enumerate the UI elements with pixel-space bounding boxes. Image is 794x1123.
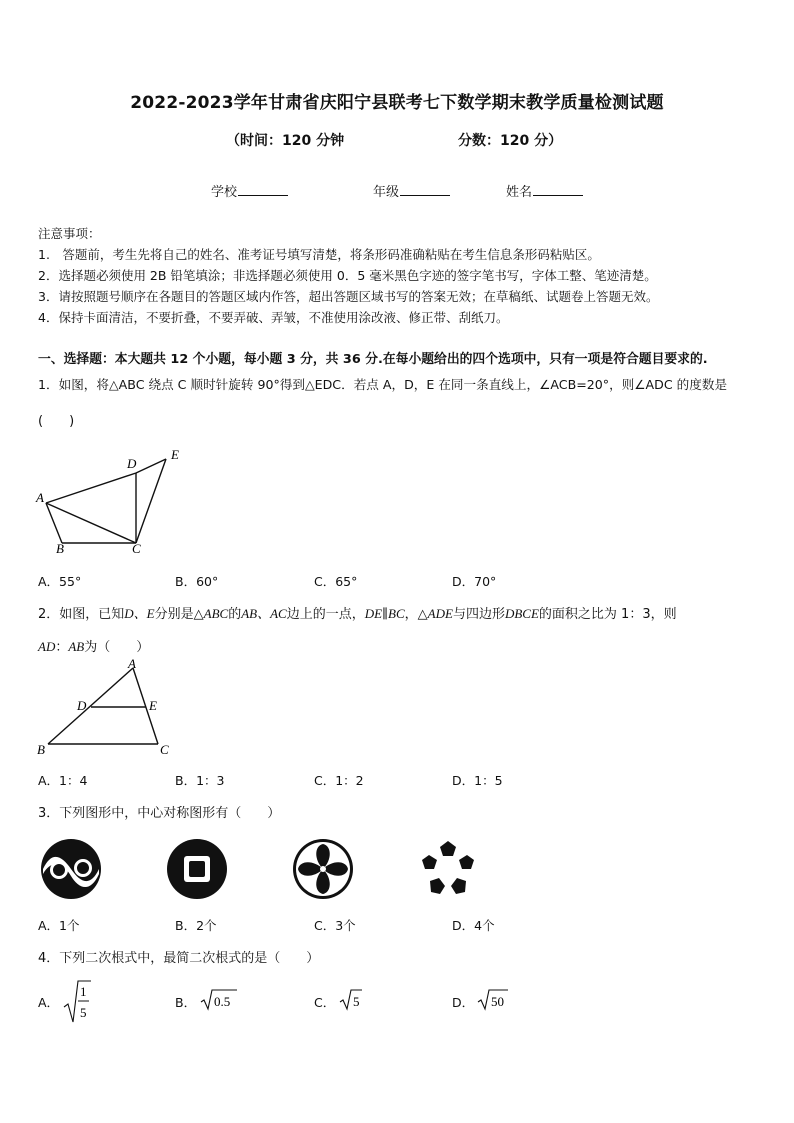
q4-option-c-label: C． xyxy=(314,995,336,1010)
q3-figure-wave-circle xyxy=(40,838,102,900)
q2-text-8: 为（ ） xyxy=(84,640,150,655)
q2-text-7: 的面积之比为 1：3，则 xyxy=(538,607,677,622)
school-blank xyxy=(238,183,288,196)
q1-label-d: D xyxy=(127,456,137,471)
q2-colon: ： xyxy=(55,640,69,655)
q4-option-d-radical xyxy=(476,988,510,1012)
q1-figure xyxy=(34,444,194,556)
q2-var-abc: ABC xyxy=(203,606,229,621)
note-item-1: 1. 答题前，考生先将自己的姓名、准考证号填写清楚，将条形码准确粘贴在考生信息条形码粘贴区。 xyxy=(38,247,600,262)
q4-option-b[interactable] xyxy=(175,993,196,1011)
q4-a-numerator: 1 xyxy=(80,984,87,999)
q2-text-6: 与四边形 xyxy=(452,607,505,622)
exam-score: 分数：120 分） xyxy=(458,133,563,149)
q4-option-b-label: B． xyxy=(175,995,197,1010)
q2-figure xyxy=(34,656,184,760)
q1-paren: ( ) xyxy=(38,414,75,429)
q2-label-e: E xyxy=(149,698,157,713)
q2-label-c: C xyxy=(160,742,169,757)
name-field xyxy=(506,181,583,200)
q3-figure-pentagons xyxy=(418,838,478,898)
q2-var-de: D、E xyxy=(124,606,155,621)
q1-stem: 1．如图，将△ABC 绕点 C 顺时针旋转 90°得到△EDC．若点 A，D，E 在同一条直线上，∠ACB=20°，则∠ADC 的度数是 xyxy=(38,377,728,392)
school-label: 学校 xyxy=(211,185,238,200)
q2-text-1: 2．如图，已知 xyxy=(38,607,125,622)
q2-var-dbce: DBCE xyxy=(504,606,539,621)
q2-text-2: 分别是△ xyxy=(154,607,204,622)
notes-heading: 注意事项： xyxy=(38,226,101,241)
q2-option-b[interactable]: B．1：3 xyxy=(175,773,225,788)
q4-a-denominator: 5 xyxy=(80,1005,87,1020)
q4-option-d-label: D． xyxy=(452,995,475,1010)
q3-figure-coin xyxy=(166,838,228,900)
q2-option-a[interactable]: A．1：4 xyxy=(38,773,88,788)
grade-field xyxy=(373,181,450,200)
q2-stem xyxy=(38,603,677,622)
exam-time: （时间：120 分钟 xyxy=(226,133,345,149)
q2-label-a: A xyxy=(128,656,136,671)
q1-label-a: A xyxy=(36,490,44,505)
q2-text-4: 边上的一点， xyxy=(286,607,365,622)
q2-option-d[interactable]: D．1：5 xyxy=(452,773,503,788)
name-blank xyxy=(533,183,583,196)
q2-option-c[interactable]: C．1：2 xyxy=(314,773,364,788)
q4-d-radicand: 50 xyxy=(491,994,504,1009)
q4-option-c-radical xyxy=(338,988,364,1012)
q4-c-radicand: 5 xyxy=(353,994,360,1009)
school-field xyxy=(211,181,288,200)
note-item-4: 4．保持卡面清洁，不要折叠，不要弄破、弄皱，不准使用涂改液、修正带、刮纸刀。 xyxy=(38,310,509,325)
q3-stem: 3．下列图形中，中心对称图形有（ ） xyxy=(38,806,281,821)
note-item-3: 3．请按照题号顺序在各题目的答题区域内作答，超出答题区域书写的答案无效；在草稿纸、试题卷上答题无效。 xyxy=(38,289,659,304)
q1-option-b[interactable]: B．60° xyxy=(175,574,219,589)
q2-text-5: ，△ xyxy=(404,607,428,622)
q4-b-radicand: 0.5 xyxy=(214,994,231,1009)
q4-stem: 4．下列二次根式中，最简二次根式的是（ ） xyxy=(38,951,320,966)
q2-label-d: D xyxy=(77,698,87,713)
grade-blank xyxy=(400,183,450,196)
q2-stem-line2 xyxy=(38,636,149,655)
q1-option-a[interactable]: A．55° xyxy=(38,574,82,589)
q1-option-c[interactable]: C．65° xyxy=(314,574,358,589)
q4-option-a[interactable] xyxy=(38,993,59,1011)
q1-label-b: B xyxy=(56,541,64,556)
q2-var-ad: AD xyxy=(38,639,56,654)
q3-figure-petals xyxy=(292,838,354,900)
q2-var-ab: AB xyxy=(68,639,85,654)
q1-label-c: C xyxy=(132,541,141,556)
q2-text-3: 的 xyxy=(228,607,242,622)
q4-option-a-radical xyxy=(62,978,92,1024)
name-label: 姓名 xyxy=(506,185,533,200)
q4-option-b-radical xyxy=(199,988,239,1012)
q3-option-c[interactable]: C．3个 xyxy=(314,918,356,933)
q4-option-c[interactable] xyxy=(314,993,335,1011)
q2-var-ade: ADE xyxy=(427,606,453,621)
q1-label-e: E xyxy=(171,447,179,462)
q3-option-d[interactable]: D．4个 xyxy=(452,918,495,933)
note-item-2: 2．选择题必须使用 2B 铅笔填涂；非选择题必须使用 0．5 毫米黑色字迹的签字笔书写，字体工整、笔迹清楚。 xyxy=(38,268,657,283)
q1-option-d[interactable]: D．70° xyxy=(452,574,497,589)
q3-option-a[interactable]: A．1个 xyxy=(38,918,80,933)
q4-option-d[interactable] xyxy=(452,993,474,1011)
section-heading: 一、选择题：本大题共 12 个小题，每小题 3 分，共 36 分.在每小题给出的四个选项中，只有一项是符合题目要求的. xyxy=(38,352,708,367)
page-title: 2022-2023学年甘肃省庆阳宁县联考七下数学期末教学质量检测试题 xyxy=(130,93,664,113)
grade-label: 年级 xyxy=(373,185,400,200)
q3-option-b[interactable]: B．2个 xyxy=(175,918,217,933)
q2-var-ab-ac: AB、AC xyxy=(241,606,287,621)
q4-option-a-label: A． xyxy=(38,995,60,1010)
q2-label-b: B xyxy=(37,742,45,757)
q2-var-parallel: DE∥BC xyxy=(364,606,405,621)
